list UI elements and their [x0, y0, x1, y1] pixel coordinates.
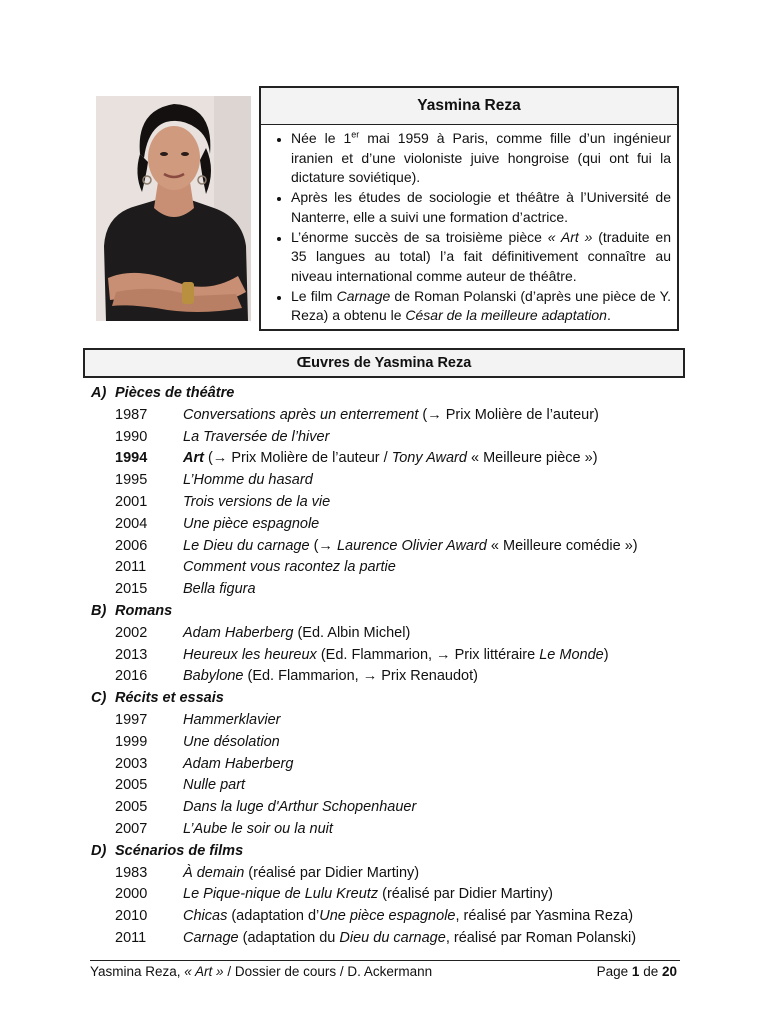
work-entry	[91, 797, 691, 819]
work-year: 2015	[115, 581, 148, 598]
work-title: À demain (réalisé par Didier Martiny)	[183, 864, 420, 881]
work-year: 2006	[115, 537, 148, 554]
section-name: Pièces de théâtre	[115, 385, 235, 401]
work-year: 2002	[115, 624, 148, 641]
work-entry	[91, 405, 691, 427]
work-title: Carnage (adaptation du Dieu du carnage, réalisé par Roman Polanski)	[183, 929, 637, 946]
works-section-heading	[91, 841, 691, 863]
work-title: Dans la luge d'Arthur Schopenhauer	[183, 799, 417, 816]
work-title: L’Homme du hasard	[183, 472, 313, 489]
bio-item: • Le film Carnage de Roman Polanski (d’après une pièce de Y. Reza) a obtenu le César de la meilleure adaptation.	[291, 287, 671, 326]
work-title: Le Dieu du carnage (→ Laurence Olivier Award « Meilleure comédie »)	[183, 537, 638, 554]
work-title: Nulle part	[183, 777, 246, 794]
work-title: La Traversée de l’hiver	[183, 428, 330, 445]
bio-item: • L’énorme succès de sa troisième pièce « Art » (traduite en 35 langues au total) l’a fait définitivement connaître au niveau international comme auteur de théâtre.	[291, 228, 671, 287]
work-title: Une pièce espagnole	[183, 515, 320, 532]
work-entry	[91, 470, 691, 492]
work-entry	[91, 754, 691, 776]
work-year: 1999	[115, 733, 148, 750]
work-entry	[91, 645, 691, 667]
portrait-illustration	[96, 96, 251, 321]
work-year: 1995	[115, 472, 148, 489]
section-letter: C)	[91, 690, 107, 707]
work-entry	[91, 884, 691, 906]
work-year: 2005	[115, 777, 148, 794]
work-year: 1987	[115, 406, 148, 423]
works-section-heading	[91, 601, 691, 623]
work-title: Chicas (adaptation d’Une pièce espagnole, réalisé par Yasmina Reza)	[183, 908, 634, 925]
work-title: Trois versions de la vie	[183, 493, 331, 510]
biography-box	[259, 86, 679, 331]
work-year: 2013	[115, 646, 148, 663]
biography-list	[261, 129, 677, 326]
author-portrait	[96, 96, 251, 321]
work-title: Comment vous racontez la partie	[183, 559, 396, 576]
work-year: 2010	[115, 908, 148, 925]
work-entry	[91, 514, 691, 536]
work-entry	[91, 557, 691, 579]
work-year: 2016	[115, 668, 148, 685]
footer-course-info: Yasmina Reza, « Art » / Dossier de cours / D. Ackermann	[90, 964, 433, 979]
work-title: Hammerklavier	[183, 711, 281, 728]
work-entry	[91, 579, 691, 601]
work-year: 2007	[115, 820, 148, 837]
work-entry	[91, 536, 691, 558]
works-section-heading	[91, 688, 691, 710]
bio-item: • Née le 1er mai 1959 à Paris, comme fille d’un ingénieur iranien et d’une violoniste juive hongroise (qui ont fui la dictature soviétique).	[291, 129, 671, 188]
work-year: 2004	[115, 515, 148, 532]
work-title: Art (→ Prix Molière de l’auteur / Tony Award « Meilleure pièce »)	[183, 450, 598, 467]
work-entry	[91, 775, 691, 797]
footer-divider	[90, 960, 680, 961]
work-entry	[91, 819, 691, 841]
section-letter: B)	[91, 602, 107, 619]
work-year: 1983	[115, 864, 148, 881]
work-year: 2003	[115, 755, 148, 772]
works-list	[91, 383, 691, 950]
work-entry	[91, 863, 691, 885]
section-name: Romans	[115, 602, 173, 619]
work-title: Adam Haberberg	[183, 755, 294, 772]
work-title: Conversations après un enterrement (→ Prix Molière de l’auteur)	[183, 406, 599, 423]
work-year: 2001	[115, 493, 148, 510]
section-name: Scénarios de films	[115, 842, 244, 859]
work-entry	[91, 427, 691, 449]
work-year: 2011	[115, 559, 147, 576]
work-title: Adam Haberberg (Ed. Albin Michel)	[183, 624, 411, 641]
work-title: Une désolation	[183, 733, 280, 750]
work-title: Babylone (Ed. Flammarion, → Prix Renaudot)	[183, 668, 478, 685]
work-year: 1990	[115, 428, 148, 445]
bio-item: • Après les études de sociologie et théâtre à l’Université de Nanterre, elle a suivi une formation d’actrice.	[291, 188, 671, 227]
work-title: Bella figura	[183, 581, 256, 598]
work-year: 1997	[115, 711, 148, 728]
biography-title: Yasmina Reza	[261, 88, 677, 125]
work-entry	[91, 666, 691, 688]
section-name: Récits et essais	[115, 690, 224, 707]
work-entry	[91, 732, 691, 754]
work-year: 2005	[115, 799, 148, 816]
footer-page-number: Page 1 de 20	[596, 964, 677, 979]
work-year: 2011	[115, 929, 147, 946]
work-title: Le Pique-nique de Lulu Kreutz (réalisé par Didier Martiny)	[183, 886, 553, 903]
work-entry	[91, 448, 691, 470]
work-entry	[91, 906, 691, 928]
work-year: 1994	[115, 450, 148, 467]
work-entry	[91, 623, 691, 645]
section-letter: D)	[91, 842, 107, 859]
work-title: L’Aube le soir ou la nuit	[183, 820, 333, 837]
work-entry	[91, 928, 691, 950]
works-section-heading	[91, 383, 691, 405]
section-letter: A)	[91, 385, 107, 401]
work-entry	[91, 710, 691, 732]
work-entry	[91, 492, 691, 514]
work-title: Heureux les heureux (Ed. Flammarion, → Prix littéraire Le Monde)	[183, 646, 609, 663]
work-year: 2000	[115, 886, 148, 903]
works-heading: Œuvres de Yasmina Reza	[83, 348, 685, 378]
